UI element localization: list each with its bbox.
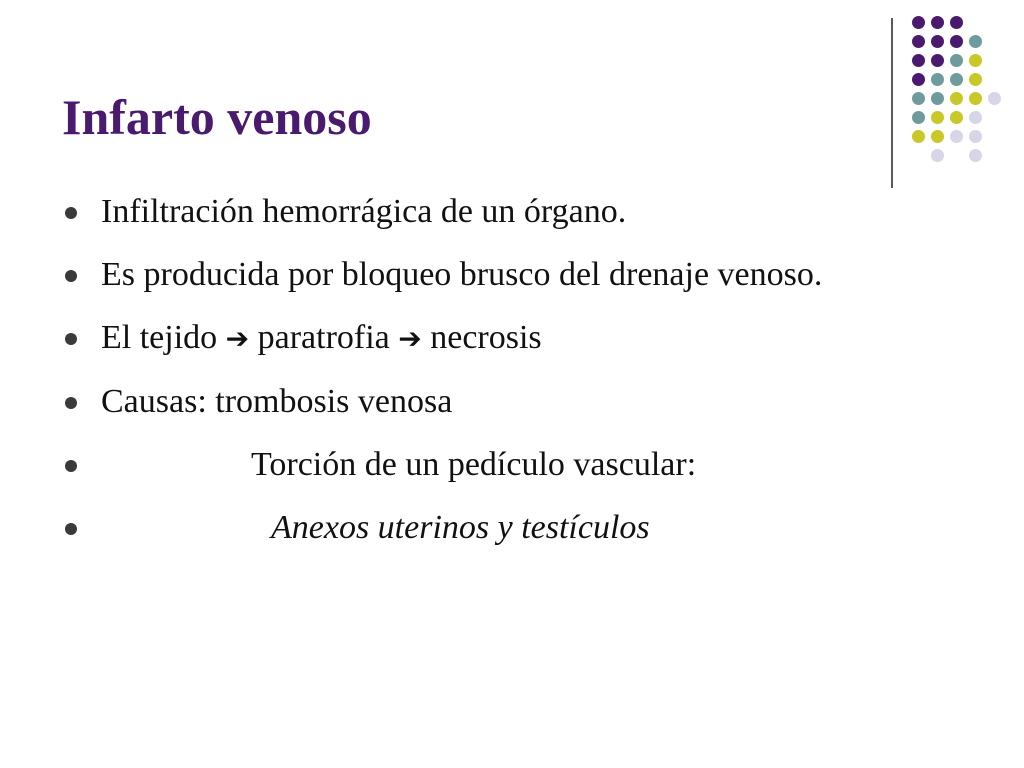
- bullet-dot-icon: [65, 397, 77, 409]
- dot: [969, 149, 982, 162]
- dot: [931, 130, 944, 143]
- dot: [931, 73, 944, 86]
- dot: [950, 92, 963, 105]
- bullet-dot-icon: [65, 523, 77, 535]
- bullet-text: Anexos uterinos y testículos: [271, 509, 650, 546]
- bullet-dot-icon: [65, 270, 77, 282]
- dot: [931, 92, 944, 105]
- bullet-text-part: necrosis: [421, 319, 542, 356]
- dot: [969, 73, 982, 86]
- dot: [912, 35, 925, 48]
- bullet-text: Infiltración hemorrágica de un órgano.: [101, 193, 627, 230]
- list-item: [62, 255, 962, 295]
- bullet-dot-icon: [65, 460, 77, 472]
- dot: [912, 92, 925, 105]
- dot: [969, 35, 982, 48]
- bullet-text: Es producida por bloqueo brusco del drenaje venoso.: [101, 256, 823, 293]
- dot: [950, 54, 963, 67]
- dot: [988, 92, 1001, 105]
- list-item: [62, 382, 962, 422]
- dot: [931, 16, 944, 29]
- dot: [931, 149, 944, 162]
- bullet-dot-icon: [65, 333, 77, 345]
- dot: [912, 73, 925, 86]
- dot: [950, 130, 963, 143]
- list-item: [62, 192, 962, 232]
- dot: [931, 54, 944, 67]
- bullet-text: [101, 319, 542, 356]
- dot: [969, 54, 982, 67]
- dot: [931, 35, 944, 48]
- dot: [950, 111, 963, 124]
- bullet-text-part: paratrofia: [249, 319, 399, 356]
- bullet-text: Torción de un pedículo vascular:: [251, 446, 697, 483]
- decorative-dot-grid: [0, 0, 1024, 200]
- dot: [950, 35, 963, 48]
- dot: [912, 111, 925, 124]
- dot: [912, 54, 925, 67]
- right-arrow-icon: ➔: [225, 322, 250, 355]
- list-item: [62, 318, 962, 359]
- dot: [912, 130, 925, 143]
- dot: [950, 73, 963, 86]
- dot: [969, 92, 982, 105]
- bullet-dot-icon: [65, 207, 77, 219]
- list-item: [62, 508, 962, 548]
- right-arrow-icon: ➔: [398, 322, 422, 355]
- bullet-text: Causas: trombosis venosa: [101, 383, 453, 420]
- slide-title: Infarto venoso: [62, 89, 372, 145]
- bullet-list: [62, 192, 962, 571]
- dot: [931, 111, 944, 124]
- dot: [969, 130, 982, 143]
- dot: [950, 16, 963, 29]
- bullet-text-part: El tejido: [101, 319, 226, 356]
- list-item: [62, 445, 962, 485]
- dot: [912, 16, 925, 29]
- dot: [969, 111, 982, 124]
